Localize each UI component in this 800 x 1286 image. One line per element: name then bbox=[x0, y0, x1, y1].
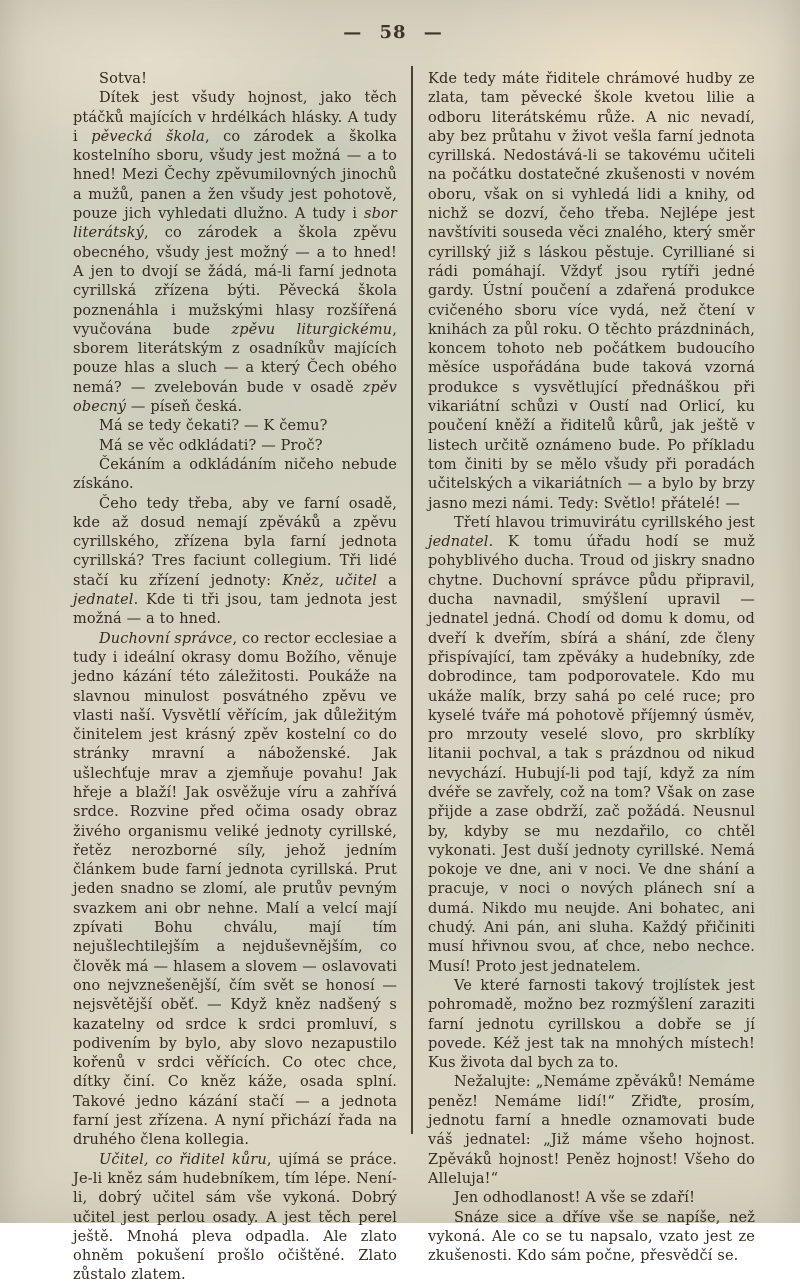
italic-text-segment: Kněz, učitel bbox=[282, 572, 378, 589]
text-segment: , co zárodek a školka kostelního sboru, všudy jest možná — a to hned! Mezi Čechy zpěvumilovných jinochů a mužů, panen a žen všudy jest pohotově, pouze jich vyhledati dlužno. A tudy i bbox=[73, 128, 398, 223]
text-segment: Má se tedy čekati? — K čemu? bbox=[99, 418, 328, 435]
text-segment: . Kde ti tři jsou, tam jednota jest možná — a to hned. bbox=[73, 592, 397, 628]
paragraph bbox=[428, 514, 755, 977]
paragraph bbox=[73, 456, 397, 495]
italic-text-segment: zpěvu liturgickému bbox=[231, 321, 393, 338]
paragraph bbox=[73, 437, 397, 456]
text-segment: Má se věc odkládati? — Proč? bbox=[99, 437, 323, 454]
text-segment: , sborem literátským z osadníkův majících pouze hlas a sluch — a který Čech obého nemá? — zvelebován bude v osadě bbox=[73, 321, 397, 396]
italic-text-segment: Duchovní správce bbox=[99, 630, 233, 647]
column-divider-rule bbox=[411, 66, 413, 1134]
text-column-left bbox=[73, 70, 397, 1286]
paragraph bbox=[428, 1189, 755, 1208]
text-segment: — píseň česká. bbox=[126, 399, 243, 416]
text-segment: Čeho tedy třeba, aby ve farní osadě, kde až dosud nemají zpěváků a zpěvu cyrillského, zřízena byla farní jednota cyrillská? Tres faciunt collegium. Tři lidé stačí ku zřízení jednoty: bbox=[73, 495, 397, 589]
paragraph bbox=[428, 977, 755, 1073]
paragraph bbox=[73, 417, 397, 436]
paragraph bbox=[428, 70, 755, 514]
text-segment: Jen odhodlanost! A vše se zdaří! bbox=[454, 1190, 696, 1207]
text-segment: Snáze sice a dříve vše se napíše, než vykoná. Ale co se tu napsalo, vzato jest ze zkušenosti. Kdo sám počne, přesvědčí se. bbox=[428, 1209, 755, 1265]
paragraph bbox=[428, 1073, 755, 1189]
text-segment: Ve které farnosti takový trojlístek jest pohromadě, možno bez rozmýšlení zaraziti farní jednotu cyrillskou a dobře se jí povede. Kéž jest tak na mnohých místech! Kus života dal bych za to. bbox=[428, 977, 755, 1072]
text-column-right bbox=[428, 70, 755, 1266]
page-number: — 58 — bbox=[343, 22, 443, 43]
paragraph bbox=[73, 70, 397, 89]
text-segment: Čekáním a odkládáním ničeho nebude získáno. bbox=[73, 456, 397, 493]
italic-text-segment: Učitel, co řiditel kůru bbox=[99, 1151, 267, 1168]
text-segment: , co zárodek a škola zpěvu obecného, všudy jest možný — a to hned! A jen to dvojí se žádá, má-li farní jednota cyrillská zřízena býti. Pěvecká škola poznenáhla i mužskými hlasy rozšířená vyučována bude bbox=[73, 225, 397, 338]
text-segment: , ujímá se práce. Je-li kněz sám hudebníkem, tím lépe. Není-li, dobrý učitel sám vše vykoná. Dobrý učitel jest perlou osady. A jest těch perel ještě. Mnohá pleva odpadla. Ale zlato ohněm pokušení prošlo očištěné. Zlato zůstalo zlatem. bbox=[73, 1151, 397, 1284]
text-segment: Třetí hlavou trimuvirátu cyrillského jest bbox=[454, 514, 755, 531]
italic-text-segment: sbor literátský bbox=[73, 206, 397, 242]
paragraph bbox=[428, 1209, 755, 1267]
text-segment: Sotva! bbox=[99, 71, 148, 87]
italic-text-segment: zpěv obecný bbox=[73, 379, 397, 416]
text-segment: , co rector ecclesiae a tudy i ideální okrasy domu Božího, věnuje jedno kázání této záležitosti. Poukáže na slavnou minulost posvátného zpěvu ve vlasti naší. Vysvětlí věřícím, jak důležitým činitelem jest krásný zpěv kostelní co do stránky mravní a náboženské. Jak ušlechťuje mrav a zjemňuje povahu! Jak hřeje a blaží! Jak osvěžuje víru a zahřívá srdce. Rozvine před očima osady obraz živého organismu veliké jednoty cyrillské, řetěz nerozborné síly, jehož jedním článkem bude farní jednota cyrillská. Prut jeden snadno se zlomí, ale prutův pevným svazkem ani obr nehne. Malí a velcí mají zpívati Bohu chválu, mají tím nejušlechtilejším a nejduševnějším, co člověk má — hlasem a slovem — oslavovati ono nejvznešenější, čím svět se honosí — nejsvětější oběť. — Když kněz nadšený s kazatelny od srdce k srdci promluví, s podivením by bylo, aby slovo nezapustilo kořenů v srdci věřících. Co otec chce, dítky činí. Co kněz káže, osada splní. Takové jedno kázání stačí — a jednota farní jest zřízena. A nyní přichází řada na druhého člena kollegia. bbox=[73, 630, 397, 1149]
text-segment: Kde tedy máte řiditele chrámové hudby ze zlata, tam pěvecké škole kvetou lilie a odboru literátskému růže. A nic nevadí, aby bez průtahu v život vešla farní jednota cyrillská. Nedostává-li se takovému učiteli na počátku dostatečné zkušenosti v novém oboru, však on si vyhledá lidi a knihy, od nichž se dozví, čeho třeba. Nejlépe jest navštíviti souseda věci znalého, který směr cyrillský již s láskou pěstuje. Cyrilliané si rádi pomáhají. Vždyť jsou rytíři jedné gardy. Ústní poučení a zdařená produkce cvičeného sboru více vydá, než čtení v knihách za půl roku. O těchto prázdninách, koncem tohoto neb počátkem budoucího měsíce uspořádána bude taková vzorná produkce s vysvětlující přednáškou při vikariátní schůzi v Oustí nad Orlicí, ku poučení kněží a řiditelů kůrů, jak ještě v listech určitě oznámeno bude. Po příkladu tom činiti by se mělo všudy při poradách učitelských a vikariátních — a bylo by brzy jasno mezi námi. Tedy: Světlo! přátelé! — bbox=[428, 71, 755, 512]
paragraph bbox=[73, 1151, 397, 1286]
italic-text-segment: pěvecká škola bbox=[91, 128, 205, 145]
italic-text-segment: jednatel bbox=[428, 534, 489, 551]
paragraph bbox=[73, 89, 397, 417]
text-segment: Dítek jest všudy hojnost, jako těch ptáčků majících v hrdélkách hlásky. A tudy i bbox=[73, 90, 397, 145]
text-segment: . K tomu úřadu hodí se muž pohyblivého ducha. Troud od jiskry snadno chytne. Duchovní správce půdu připravil, ducha navnadil, smýšlení upravil — jednatel jedná. Chodí od domu k domu, od dveří k dveřím, sbírá a shání, zde členy přispívající, tam zpěváky a hudebníky, zde dobrodince, tam podporovatele. Kdo mu ukáže malík, brzy sahá po celé ruce; pro kyselé tváře má pohotově příjemný úsměv, pro mrzouty veselé slovo, pro skrblíky litanii pochval, a tak s prázdnou od nikud nevychází. Hubují-li pod tají, když za ním dvéře se zavřely, což na tom? Však on zase přijde a zase obdrží, zač požádá. Neusnul by, kdyby se mu nezdařilo, co chtěl vykonati. Jest duší jednoty cyrillské. Nemá pokoje ve dne, ani v noci. Ve dne shání a pracuje, v noci o nových plánech sní a dumá. Nikdo mu neujde. Ani bohatec, ani chudý. Ani pán, ani sluha. Každý přičiniti musí hřivnou svou, ať chce, nebo nechce. Musí! Proto jest jednatelem. bbox=[428, 534, 755, 975]
paragraph bbox=[73, 495, 397, 630]
text-segment: a bbox=[377, 572, 397, 589]
text-segment: Nežalujte: „Nemáme zpěváků! Nemáme peněz! Nemáme lidí!“ Zřiďte, prosím, jednotu farní a hnedle oznamovati bude váš jednatel: „Již máme všeho hojnost. Zpěváků hojnost! Peněz hojnost! Všeho do Alleluja!“ bbox=[428, 1074, 755, 1187]
italic-text-segment: jednatel bbox=[73, 592, 134, 609]
paragraph bbox=[73, 630, 397, 1151]
